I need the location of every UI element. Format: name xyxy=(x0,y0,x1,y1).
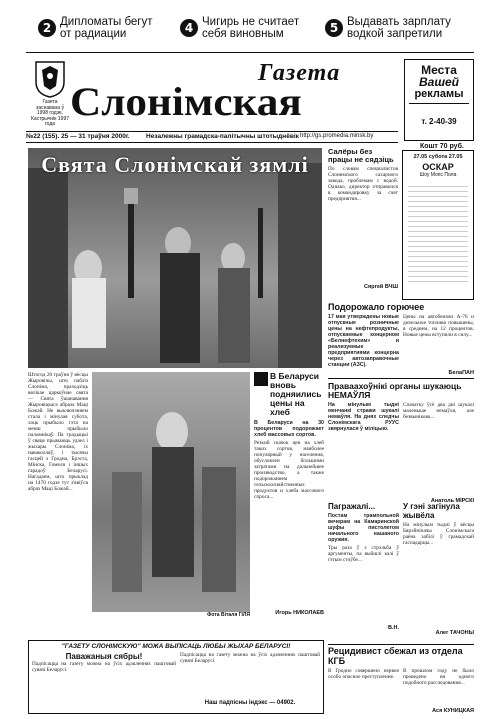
sidebar-signature: Сяргей ВЧШ xyxy=(364,284,398,290)
law-body: Спачатку ўсё два дні шукалі маленькае немаўля, але безвынікова... xyxy=(403,402,474,420)
subscription-index: Наш падпісны індэкс — 04902. xyxy=(204,700,296,706)
law-intro: На мінулым тыдні менчанкі стражи шукалі немаўля. На днях следчы Слонімскага РУУС звярнулася ў міліцыю. xyxy=(328,402,399,432)
threat-headline: Пагражалі... xyxy=(328,502,376,511)
bread-signature: Игорь НИКОЛАЕВ xyxy=(275,610,324,616)
price: Кошт 70 руб. xyxy=(420,143,464,150)
rule-law xyxy=(328,378,474,379)
law-headline: Праваахоўнікі органы шукаюць НЕМАЎЛЯ xyxy=(328,381,462,400)
ad-line-3: рекламы xyxy=(414,88,464,100)
teaser-number: 5 xyxy=(325,19,343,37)
ad-box[interactable] xyxy=(404,59,474,141)
teaser-salary[interactable] xyxy=(325,8,475,48)
masthead-rule-2 xyxy=(26,142,398,143)
kgb-signature: Ася КУНИЦКАЯ xyxy=(432,708,474,714)
kgb-article xyxy=(328,647,474,713)
threat-signature: В.Н. xyxy=(388,625,399,631)
fuel-signature: БелаПАН xyxy=(448,370,474,376)
bread-article xyxy=(254,372,324,640)
masthead-title-top: Газета xyxy=(258,60,341,86)
coat-of-arms-icon xyxy=(34,60,66,98)
top-rule xyxy=(26,52,474,53)
bread-body: Резкий скачок цен на хлеб таких сортов, наиболее популярный у населения, обусловлен большими затратами на дальнейшее производство, а также подорожанием сельскохозяйственных продуктов и хлеба массового спроса... xyxy=(254,440,324,500)
second-photo xyxy=(92,372,250,612)
law-article xyxy=(328,381,474,504)
teaser-text: Выдавать зарплату водкой запретили xyxy=(347,16,451,40)
photo-caption: Фота Віталя ГІЛЯ xyxy=(207,612,250,618)
animal-article xyxy=(403,502,474,642)
fuel-article xyxy=(328,302,474,378)
bread-intro: В Беларуси на 30 процентов подорожает хлеб массовых сортов. xyxy=(254,420,324,438)
sidebar-article xyxy=(328,148,398,298)
animal-body: На мінулым тыдні ў вёсцы Бярэйніпачы Слонімскага раёна забілі ў грамадскай гаспадарцы... xyxy=(403,522,474,546)
fuel-body: Цены на автобензин А-76 и дизельное топливо повышены, в среднем, на 12 процентов. Новые цены вступили в силу... xyxy=(403,314,474,338)
threat-intro: Постам трампольной вечерам на Камаринской шуфы пистолетом начального нашаного оружия. xyxy=(328,513,399,543)
subscription-banner: "ГАЗЕТУ СЛОНІМСКУЮ" МОЖА ВЫПІСАЦЬ ЛЮБЫ ЖЫХАР БЕЛАРУСІ! xyxy=(61,643,291,650)
tv-date: 27.05 субота 27.05 xyxy=(413,154,463,160)
law-signature: Анатоль МІРСКІ xyxy=(430,498,474,504)
founded-note: Газета заснавана ў 1998 годзе. Кастрычнік 1997 года xyxy=(30,99,70,128)
threat-article xyxy=(328,502,399,642)
teaser-number: 2 xyxy=(38,19,56,37)
teaser-chigir[interactable] xyxy=(180,8,320,48)
main-headline: Свята Слонімскай зямлі xyxy=(41,152,309,177)
masthead-title: Слонімская xyxy=(70,79,302,124)
threat-body: Тры раза ў з стрэльба ў аргументы, па выйшлі калі ў гэтым стоўбе... xyxy=(328,545,399,563)
lead-article-text: Штогод 20 траўня ў вёсцы Жыровічы, што пабліз Слоніма, праходзіць вялікае царкоўнае свята — Свята ўшанавання Жыровіцкага абраза Маці Божай. Не выключэннем стала і мінулая субота, хоць прыбыло гэта на менш прыбыло паломнікаў. Па традыцыі ў свяце прымаюць удзел і жыхары Слоніма, іх наваколляў, і тысячы гасцей з Гродна, Брэста, Мінска, Гомеля і іншых гарадоў Беларусі. Нагадаем, што прыклад на 1470 годзе тут з'явіўся абраз Маці Божай... xyxy=(28,372,88,492)
subscription-body-2: Падпісацца на газету можна на ўсіх адзяленнях паштовай сувязі Беларусі. xyxy=(180,652,320,664)
animal-signature: Алег ТАЧОНЫ xyxy=(435,630,474,636)
fuel-headline: Подорожало горючее xyxy=(328,302,425,312)
tv-subtitle: Шоу Мопс Пола xyxy=(419,172,457,178)
ad-phone: т. 2-40-39 xyxy=(421,117,457,126)
teaser-text: Чигирь не считает себя виновным xyxy=(202,16,300,40)
tv-title: ОСКАР xyxy=(422,162,454,172)
ad-line-1: Места xyxy=(421,63,457,77)
teaser-number: 4 xyxy=(180,19,198,37)
kgb-intro: В Гродно совершено первое особо опасное преступление. xyxy=(328,668,399,680)
masthead-rule xyxy=(26,131,398,132)
ad-line-2: Вашей xyxy=(418,75,459,89)
sidebar-headline: Салёры без працы не сядзіць xyxy=(328,147,394,164)
kgb-body: В прошлом году не было проведено ни одного подобного расследования... xyxy=(403,668,474,686)
tv-ad-box[interactable] xyxy=(402,150,474,300)
subscription-headline: Паважаныя сябры! xyxy=(65,652,143,661)
main-photo xyxy=(28,148,322,368)
teaser-diplomats[interactable] xyxy=(38,8,163,48)
sidebar-body: По словам специалистов Слонимского сахарного завода, проблемам с водой. Однако, директор отправился в командировку за счет предприятия... xyxy=(328,166,398,202)
site-url[interactable]: http://gs.promedia.minsk.by xyxy=(300,133,374,139)
slogan: Незалежны грамадска-палітычны штотыднёвік xyxy=(146,133,299,140)
bread-icon xyxy=(254,372,268,386)
subscription-box[interactable] xyxy=(28,640,324,714)
kgb-headline: Рецидивист сбежал из отдела КГБ xyxy=(328,646,463,666)
fuel-intro: 17 мая утверждены новые отпускные розничные цены на нефтепродукты, отпускаемые концерном «Белнефтехим» и реализуемые предприятиями концерна через автозаправочные станции (АЗС). xyxy=(328,314,399,368)
teaser-text: Дипломаты бегут от радиации xyxy=(60,16,153,40)
issue-number: №22 (155). 25 — 31 траўня 2000г. xyxy=(26,133,130,140)
animal-headline: У гэні загінула жывёла xyxy=(403,502,460,520)
subscription-body: Падпісацца на газету можна на ўсіх адзяленнях паштовай сувязі Беларусі. xyxy=(32,661,176,673)
bread-headline: В Беларуси вновь подняились цены на хлеб xyxy=(270,371,322,417)
tv-listings xyxy=(408,182,468,282)
rule-kgb xyxy=(328,644,474,645)
